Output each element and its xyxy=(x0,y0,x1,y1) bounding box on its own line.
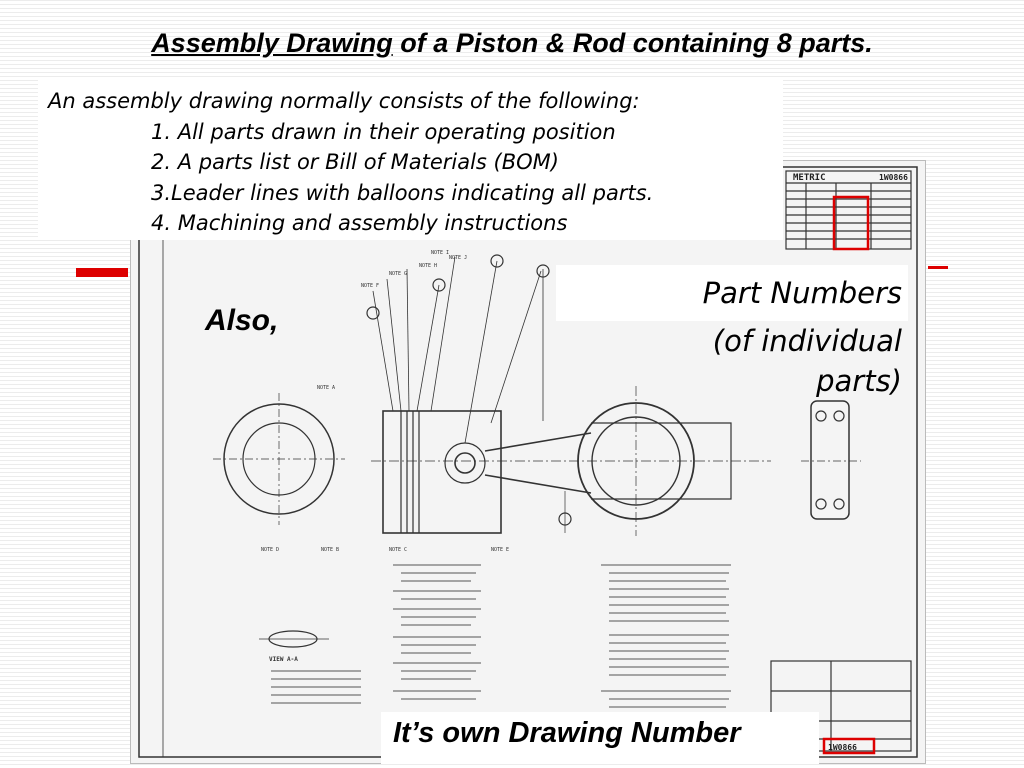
drawing-number-text: 1W0866 xyxy=(828,743,857,752)
intro-text-box xyxy=(38,78,783,240)
title-underlined: Assembly Drawing xyxy=(151,28,393,58)
assembly-drawing xyxy=(130,160,926,764)
view-label: VIEW A-A xyxy=(269,656,298,663)
title-block-number: 1W0866 xyxy=(879,173,908,182)
note-label-i: NOTE I xyxy=(431,250,450,256)
slide-title xyxy=(0,28,1024,59)
title-rest: of a Piston & Rod containing 8 parts. xyxy=(392,28,873,58)
note-label-a: NOTE A xyxy=(317,385,336,391)
note-label-e: NOTE E xyxy=(491,547,510,553)
drawing-number-callout: It’s own Drawing Number xyxy=(393,717,741,749)
part-numbers-line-1: Part Numbers xyxy=(702,276,902,310)
note-label-j: NOTE J xyxy=(449,255,468,261)
note-label-d: NOTE D xyxy=(261,547,280,553)
note-label-b: NOTE B xyxy=(321,547,340,553)
part-numbers-line-3: parts) xyxy=(816,364,902,398)
note-label-f: NOTE F xyxy=(361,283,380,289)
also-label: Also, xyxy=(205,304,279,337)
note-label-g: NOTE G xyxy=(389,271,408,277)
red-accent-bar xyxy=(76,268,128,277)
intro-item-2: 2. A parts list or Bill of Materials (BOM) xyxy=(151,150,559,174)
intro-item-4: 4. Machining and assembly instructions xyxy=(151,211,568,235)
title-block-label: METRIC xyxy=(793,173,826,183)
drawing-sheet xyxy=(131,161,927,765)
intro-item-3: 3.Leader lines with balloons indicating all parts. xyxy=(151,180,654,205)
note-label-c: NOTE C xyxy=(389,547,408,553)
intro-lead: An assembly drawing normally consists of the following: xyxy=(48,89,640,113)
part-numbers-line-2: (of individual xyxy=(712,324,902,358)
intro-item-1: 1. All parts drawn in their operating position xyxy=(151,119,616,144)
red-accent-line xyxy=(928,266,948,269)
note-label-h: NOTE H xyxy=(419,263,438,269)
